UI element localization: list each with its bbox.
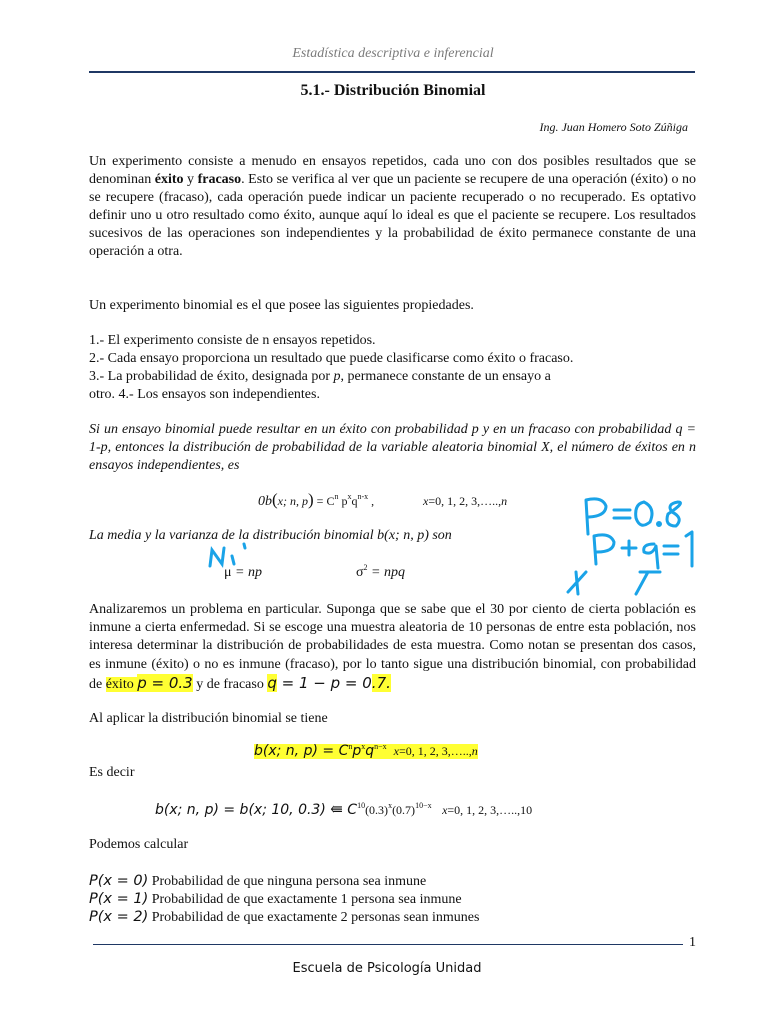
formula2-highlight [254,744,478,759]
header-divider [89,71,695,73]
intro-text-2: y [183,172,198,187]
formula1-p: p [338,494,348,508]
probability-expr-1: P(x = 1) [89,891,149,907]
formula1-range [423,494,507,509]
mean-expression: = np [231,565,262,580]
handwritten-annotation [556,488,716,598]
binomial-definition: Si un ensayo binomial puede resultar en un éxito con probabilidad p y en un fracaso con probabilidad q = 1-p, entonces la distribución de probabilidad de la variable aleatoria binomial X, el número de éxitos en n ensayos independientes, es [89,422,696,473]
formula2-range-x: x [393,744,399,758]
page-number: 1 [689,935,696,950]
formula1-b: 0b [258,494,272,509]
probability-desc-0: Probabilidad de que ninguna persona sea inmune [151,874,427,889]
page-title: 5.1.- Distribución Binomial [300,82,486,99]
formula2-c: C [338,743,349,759]
formula3-q-value: (0.7) [392,803,416,817]
formula1-paren-close: ) [308,490,314,509]
formula3-sup-10: 10 [357,801,366,810]
intro-paragraph [89,153,696,261]
variance-expression: = npq [367,565,405,580]
running-header: Estadística descriptiva e inferencial [292,46,494,61]
probability-desc-2: Probabilidad de que exactamente 2 personas sean inmunes [151,910,480,925]
property-3-var: p [333,369,341,384]
property-3-text: 3.- La probabilidad de éxito, designada por [89,369,334,384]
formula1-args: x; n, p [277,494,308,508]
q-equation: = 1 − p = 0 [276,673,372,692]
formula2-sup-x: x [361,742,366,751]
variance-formula [356,565,405,581]
intro-text-1: Un experimento consiste a menudo en ensayos repetidos, cada uno con dos posibles resultados que se denominan [89,154,696,187]
formula3-sup-10x: 10−x [415,801,432,810]
intro-bold-exito: éxito [154,172,184,187]
property-2: 2.- Cada ensayo proporciona un resultado que puede clasificarse como éxito o fracaso. [89,351,574,366]
formula3-range-values: =0, 1, 2, 3,…..,10 [447,803,533,817]
author-line: Ing. Juan Homero Soto Zúñiga [539,120,688,134]
highlight-p-value: p = 0.3 [137,673,193,692]
footer-divider [93,944,683,945]
highlight-q-value: .7. [371,673,391,692]
problem-text: Analizaremos un problema en particular. Suponga que se sabe que el 30 por ciento de cierta población es inmune a cierta enfermedad. Si se escoge una muestra aleatoria de 10 personas de entre esta población, nos interesa determinar la distribución de probabilidades de esta muestra. Como notan se presentan dos casos, es inmune (éxito) o no es inmune (fracaso), por lo tanto sigue una distribución binomial, con probabilidad de [89,602,696,692]
property-4: otro. 4.- Los ensayos son independientes. [89,387,320,402]
formula3-lhs: b(x; n, p) = b(x; 10, 0.3) [155,802,331,818]
handwritten-mark [206,542,254,570]
formula3-arrow: ⇚ [330,802,343,818]
highlight-q: q [267,673,277,692]
handwritten-strokes [568,499,692,594]
formula2-p: p [352,743,362,759]
binomial-formula-highlighted [254,743,478,760]
property-3 [89,368,551,386]
sigma-squared: 2 [363,563,368,572]
formula1-range-x: x [423,494,429,508]
highlight-exito: éxito [105,676,138,692]
formula3-p-value: (0.3) [365,803,389,817]
probability-line-1 [89,890,462,909]
formula1-sup-nx: n-x [357,492,369,501]
formula2-range-n: n [471,744,478,758]
formula2-sup-nx: n−x [374,742,387,751]
probability-expr-2: P(x = 2) [89,909,149,925]
formula3-range-x: x [442,803,448,817]
probability-expr-0: P(x = 0) [89,873,149,889]
formula1-range-n: n [501,494,508,508]
binomial-formula-specific [155,800,532,819]
formula1-range-values: =0, 1, 2, 3,….., [428,494,502,508]
footer-text: Escuela de Psicología Unidad [292,961,482,976]
formula1-paren-open: ( [272,490,278,509]
formula1-q: q [351,494,358,508]
problem-paragraph [89,601,696,694]
mean-variance-intro: La media y la varianza de la distribución binomial b(x; n, p) son [89,528,452,543]
podemos-calcular: Podemos calcular [89,837,189,852]
formula1-comma: , [368,494,375,508]
intro-text-3: . Esto se verifica al ver que un paciente se recupere de una operación (éxito) o no se recupere (fracaso), cada operación puede indicar un paciente recuperado o no recuperado. Es optativo definir uno u otro resultado como éxito, aunque aquí lo ideal es que el paciente se recupere. Los resultados sucesivos de las operaciones son independientes y la probabilidad de éxito permanece constante de una operación a otra. [89,172,697,259]
formula1-sup-n: n [334,492,339,501]
intro-bold-fracaso: fracaso [197,172,242,187]
property-3-text-end: , permanece constante de un ensayo a [340,369,551,384]
apply-text: Al aplicar la distribución binomial se tiene [89,711,328,726]
binomial-formula [258,490,374,510]
property-1: 1.- El experimento consiste de n ensayos repetidos. [89,333,376,348]
formula2-range-values: =0, 1, 2, 3,….., [398,744,472,758]
sigma-symbol: σ [356,565,364,580]
es-decir: Es decir [89,765,135,780]
probability-line-2 [89,908,479,927]
handwritten-mark-strokes [210,544,245,566]
binomial-intro: Un experimento binomial es el que posee las siguientes propiedades. [89,298,474,313]
formula2-lhs: b(x; n, p) = [254,743,339,759]
formula2-sup-n: n [348,742,353,751]
formula2-q: q [365,743,375,759]
probability-line-0 [89,872,426,891]
formula3-c: C [342,802,358,818]
formula1-sup-x: x [347,492,352,501]
formula1-eq: = C [313,494,335,508]
mu-symbol: μ [224,565,232,580]
probability-desc-1: Probabilidad de que exactamente 1 persona sea inmune [151,892,462,907]
formula3-sup-x: x [388,801,393,810]
problem-text-fracaso: y de fracaso [192,676,268,692]
